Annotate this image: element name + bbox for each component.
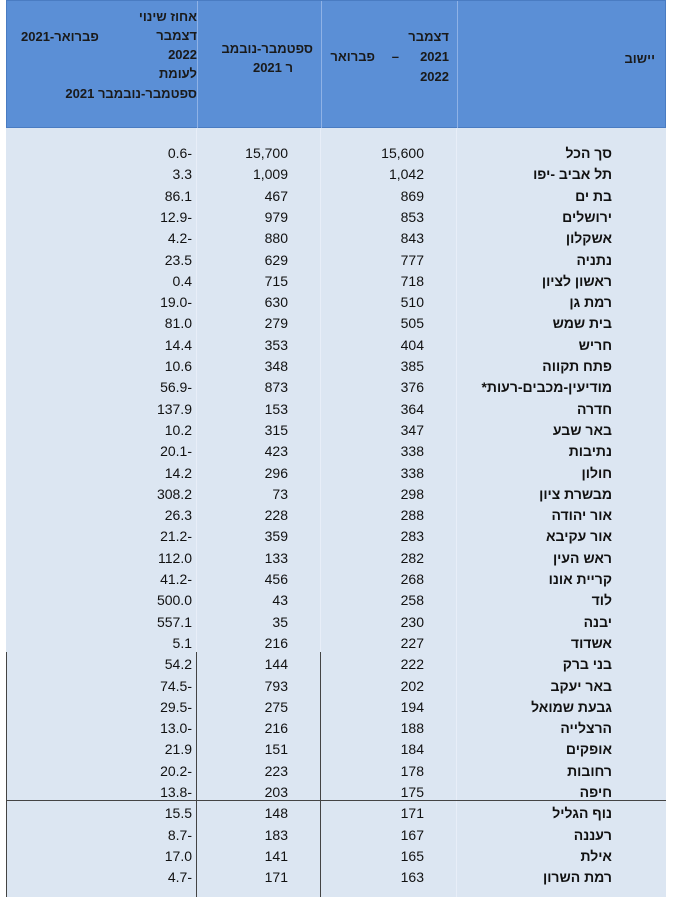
header-pct-line3: 2022 (168, 47, 197, 62)
table-row (6, 848, 666, 869)
table-row (6, 188, 666, 209)
cell-dec-feb: 843 (400, 230, 424, 247)
cell-pct-change: 21.9 (164, 741, 192, 758)
header-pct-range: 2021-פברואר (21, 29, 99, 44)
header-dec-line2: 2021 (420, 49, 449, 64)
cell-pct-change: 54.2 (164, 656, 192, 673)
cell-pct-change: 4.2- (167, 230, 192, 247)
border-left (6, 652, 7, 897)
cell-pct-change: 557.1 (156, 613, 192, 630)
cell-sep-nov: 359 (264, 528, 288, 545)
cell-name: אשקלון (565, 230, 612, 247)
cell-pct-change: 56.9- (160, 379, 192, 396)
cell-dec-feb: 184 (400, 741, 424, 758)
table-row (6, 678, 666, 699)
cell-pct-change: 21.2- (160, 528, 192, 545)
cell-sep-nov: 171 (264, 869, 288, 886)
header-pct-line4: לעומת (158, 66, 197, 81)
cell-sep-nov: 296 (264, 464, 288, 481)
table-row (6, 763, 666, 784)
cell-name: חולון (581, 464, 612, 481)
cell-sep-nov: 979 (264, 208, 288, 225)
cell-pct-change: 13.0- (160, 720, 192, 737)
cell-sep-nov: 73 (272, 485, 288, 502)
cell-sep-nov: 715 (264, 272, 288, 289)
cell-name: ירושלים (562, 208, 612, 225)
table-row (6, 656, 666, 677)
cell-dec-feb: 188 (400, 720, 424, 737)
cell-dec-feb: 288 (400, 507, 424, 524)
header-sep-3 (457, 1, 458, 129)
cell-dec-feb: 282 (400, 549, 424, 566)
cell-pct-change: 41.2- (160, 571, 192, 587)
table-header (6, 0, 666, 128)
cell-dec-feb: 853 (400, 208, 424, 225)
cell-name: אשדוד (570, 634, 612, 651)
data-table (6, 0, 672, 897)
cell-dec-feb: 15,600 (381, 145, 424, 161)
cell-dec-feb: 510 (400, 294, 424, 311)
cell-pct-change: 8.7- (167, 826, 192, 843)
table-row (6, 145, 666, 166)
table-row (6, 443, 666, 464)
cell-pct-change: 0.4 (172, 272, 192, 289)
cell-pct-change: 19.0- (160, 294, 192, 311)
table-row (6, 507, 666, 528)
header-name-label: יישוב (624, 51, 655, 66)
cell-pct-change: 4.7- (167, 869, 192, 886)
cell-sep-nov: 148 (264, 805, 288, 822)
cell-dec-feb: 194 (400, 698, 424, 715)
table-row (6, 401, 666, 422)
header-sep-2 (321, 1, 322, 129)
cell-pct-change: 12.9- (160, 208, 192, 225)
cell-sep-nov: 275 (264, 698, 288, 715)
cell-sep-nov: 353 (264, 336, 288, 353)
cell-sep-nov: 423 (264, 443, 288, 460)
cell-name: רמת גן (569, 294, 612, 311)
table-row (6, 869, 666, 890)
cell-sep-nov: 15,700 (245, 145, 288, 161)
cell-dec-feb: 347 (400, 421, 424, 438)
cell-name: אופקים (565, 741, 612, 758)
border-mid (6, 800, 666, 801)
cell-name: סך הכל (565, 145, 612, 161)
cell-pct-change: 20.2- (160, 762, 192, 779)
cell-dec-feb: 227 (400, 634, 424, 651)
header-dec-line3: 2022 (420, 69, 449, 84)
cell-name: פתח תקווה (542, 358, 612, 374)
cell-dec-feb: 171 (400, 805, 424, 822)
cell-dec-feb: 869 (400, 187, 424, 204)
cell-name: אור עקיבא (546, 528, 612, 545)
cell-dec-feb: 376 (400, 379, 424, 396)
cell-pct-change: 5.1 (172, 634, 192, 651)
cell-dec-feb: 202 (400, 677, 424, 694)
cell-name: מודיעין-מכבים-רעות* (481, 379, 612, 396)
cell-sep-nov: 793 (264, 677, 288, 694)
cell-pct-change: 14.2 (164, 464, 192, 481)
cell-dec-feb: 718 (400, 272, 424, 289)
cell-pct-change: 10.2 (164, 421, 192, 438)
cell-sep-nov: 1,009 (252, 166, 288, 183)
cell-pct-change: 17.0 (164, 847, 192, 864)
cell-pct-change: 15.5 (164, 805, 192, 822)
cell-dec-feb: 178 (400, 762, 424, 779)
table-row (6, 465, 666, 486)
cell-dec-feb: 230 (400, 613, 424, 630)
cell-dec-feb: 338 (400, 443, 424, 460)
table-row (6, 699, 666, 720)
cell-dec-feb: 268 (400, 571, 424, 587)
cell-sep-nov: 467 (264, 187, 288, 204)
table-row (6, 358, 666, 379)
table-row (6, 528, 666, 549)
cell-pct-change: 26.3 (164, 507, 192, 524)
border-col-1 (196, 652, 197, 897)
cell-name: בת ים (575, 187, 612, 204)
table-row (6, 784, 666, 805)
cell-name: קריית אונו (548, 571, 612, 587)
cell-dec-feb: 338 (400, 464, 424, 481)
cell-pct-change: 23.5 (164, 251, 192, 268)
table-row (6, 337, 666, 358)
cell-pct-change: 13.8- (160, 784, 192, 800)
header-pct-line2: דצמבר (156, 28, 197, 43)
cell-pct-change: 3.3 (172, 166, 192, 183)
cell-pct-change: 0.6- (167, 145, 192, 161)
table-row (6, 379, 666, 400)
cell-sep-nov: 216 (264, 634, 288, 651)
cell-dec-feb: 404 (400, 336, 424, 353)
table-row (6, 805, 666, 826)
cell-name: רחובות (567, 762, 612, 779)
cell-sep-nov: 279 (264, 315, 288, 332)
cell-dec-feb: 163 (400, 869, 424, 886)
cell-sep-nov: 153 (264, 400, 288, 417)
cell-sep-nov: 630 (264, 294, 288, 311)
header-sep-line2: ר 2021 (252, 60, 293, 75)
cell-dec-feb: 505 (400, 315, 424, 332)
cell-name: ראש העין (552, 549, 612, 566)
table-row (6, 614, 666, 635)
cell-name: רמת השרון (542, 869, 612, 886)
table-row (6, 315, 666, 336)
cell-pct-change: 20.1- (160, 443, 192, 460)
cell-name: באר יעקב (550, 677, 612, 694)
cell-name: רעננה (573, 826, 612, 843)
cell-sep-nov: 203 (264, 784, 288, 800)
table-row (6, 294, 666, 315)
table-row (6, 550, 666, 571)
cell-pct-change: 10.6 (164, 358, 192, 374)
cell-sep-nov: 183 (264, 826, 288, 843)
table-row (6, 486, 666, 507)
cell-name: יבנה (583, 613, 612, 630)
cell-pct-change: 86.1 (164, 187, 192, 204)
cell-sep-nov: 216 (264, 720, 288, 737)
cell-sep-nov: 873 (264, 379, 288, 396)
cell-dec-feb: 283 (400, 528, 424, 545)
cell-name: נוף הגליל (552, 805, 612, 822)
cell-pct-change: 74.5- (160, 677, 192, 694)
table-row (6, 571, 666, 592)
header-pct-line1: אחוז שינוי (138, 9, 197, 24)
table-row (6, 273, 666, 294)
cell-name: חריש (578, 336, 612, 353)
cell-name: מבשרת ציון (539, 485, 612, 502)
cell-dec-feb: 165 (400, 847, 424, 864)
cell-name: נתיבות (568, 443, 612, 460)
header-sep-line1: ספטמבר-נובמב (221, 41, 313, 56)
cell-dec-feb: 385 (400, 358, 424, 374)
cell-name: גבעת שמואל (531, 698, 612, 715)
cell-sep-nov: 348 (264, 358, 288, 374)
cell-name: הרצלייה (560, 720, 612, 737)
cell-sep-nov: 141 (264, 847, 288, 864)
header-dec-feb: פברואר (330, 49, 375, 64)
cell-sep-nov: 35 (272, 613, 288, 630)
cell-pct-change: 308.2 (156, 485, 192, 502)
table-row (6, 592, 666, 613)
cell-sep-nov: 629 (264, 251, 288, 268)
header-pct-change (17, 7, 197, 135)
table-row (6, 422, 666, 443)
border-col-2 (320, 652, 321, 897)
table-row (6, 720, 666, 741)
cell-name: נתניה (576, 251, 612, 268)
cell-sep-nov: 144 (264, 656, 288, 673)
cell-name: חדרה (576, 400, 612, 417)
header-dec-dash: – (391, 49, 399, 64)
cell-pct-change: 81.0 (164, 315, 192, 332)
table-row (6, 166, 666, 187)
header-sep-1 (197, 1, 198, 129)
header-dec-line1: דצמבר (408, 29, 449, 44)
cell-sep-nov: 133 (264, 549, 288, 566)
cell-name: לוד (591, 592, 612, 609)
cell-sep-nov: 456 (264, 571, 288, 587)
cell-name: בית שמש (552, 315, 612, 332)
cell-sep-nov: 43 (272, 592, 288, 609)
table-row (6, 635, 666, 656)
cell-sep-nov: 228 (264, 507, 288, 524)
cell-name: ראשון לציון (541, 272, 612, 289)
cell-pct-change: 29.5- (160, 698, 192, 715)
cell-dec-feb: 1,042 (388, 166, 424, 183)
cell-name: חיפה (579, 784, 612, 800)
cell-name: בני ברק (562, 656, 612, 673)
cell-dec-feb: 364 (400, 400, 424, 417)
cell-pct-change: 112.0 (158, 549, 192, 566)
cell-name: אור יהודה (551, 507, 612, 524)
cell-dec-feb: 222 (400, 656, 424, 673)
cell-sep-nov: 223 (264, 762, 288, 779)
table-row (6, 741, 666, 762)
cell-dec-feb: 298 (400, 485, 424, 502)
cell-name: תל אביב -יפו (533, 166, 612, 183)
cell-pct-change: 500.0 (156, 592, 192, 609)
cell-dec-feb: 777 (400, 251, 424, 268)
cell-pct-change: 137.9 (156, 400, 192, 417)
header-pct-line5: ספטמבר-נובמבר 2021 (65, 86, 197, 101)
table-row (6, 827, 666, 848)
cell-sep-nov: 315 (264, 421, 288, 438)
cell-dec-feb: 258 (400, 592, 424, 609)
cell-dec-feb: 175 (400, 784, 424, 800)
table-row (6, 230, 666, 251)
cell-pct-change: 14.4 (164, 336, 192, 353)
cell-name: באר שבע (552, 421, 612, 438)
cell-sep-nov: 151 (264, 741, 288, 758)
cell-sep-nov: 880 (264, 230, 288, 247)
table-row (6, 252, 666, 273)
table-row (6, 209, 666, 230)
cell-dec-feb: 167 (400, 826, 424, 843)
cell-name: אילת (580, 847, 612, 864)
